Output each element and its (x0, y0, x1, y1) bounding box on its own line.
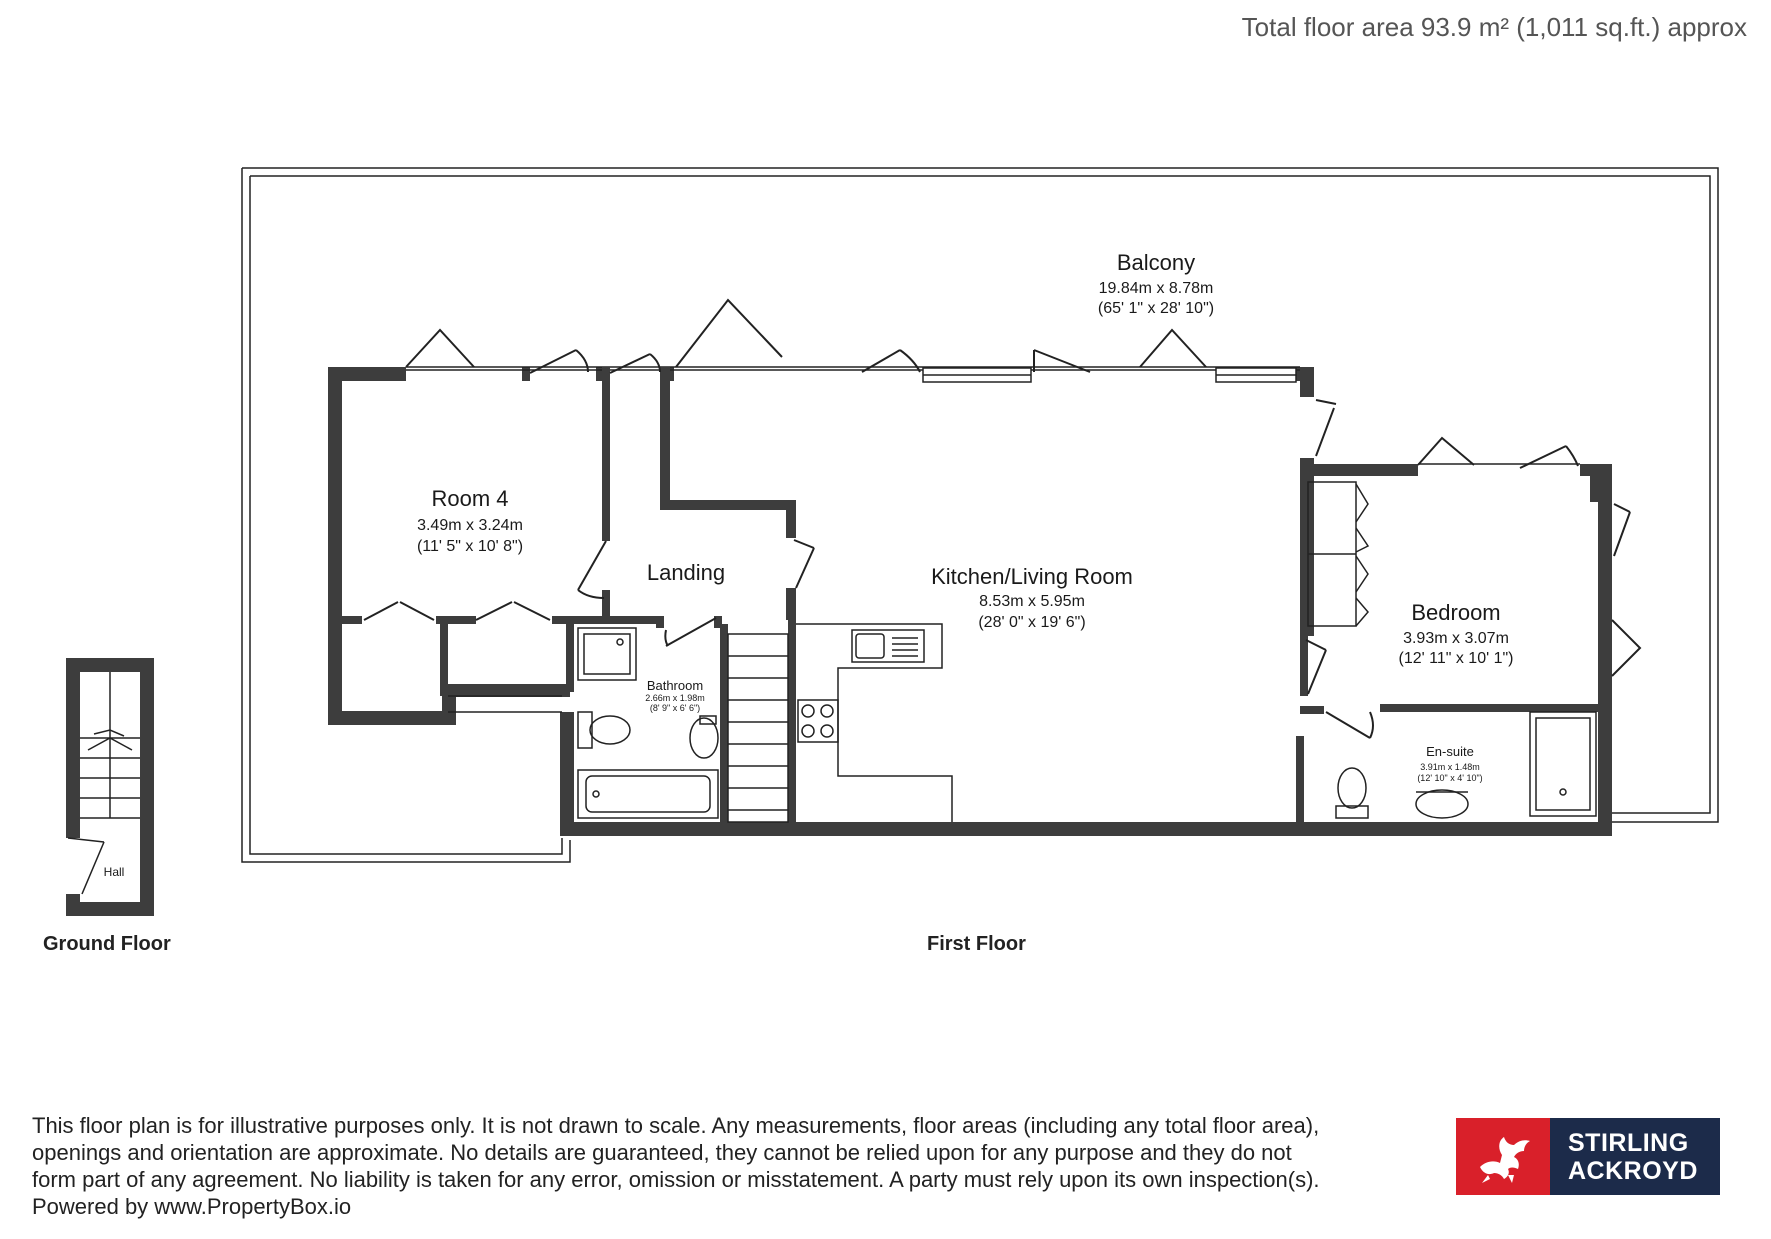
bedroom-name: Bedroom (1411, 600, 1501, 625)
hall-name: Hall (103, 865, 125, 879)
bathroom-imperial: (8' 9" x 6' 6") (649, 703, 701, 713)
total-floor-area: Total floor area 93.9 m² (1,011 sq.ft.) approx (1241, 12, 1747, 42)
powered-by: Powered by www.PropertyBox.io (32, 1194, 352, 1219)
kitchen-metric: 8.53m x 5.95m (979, 593, 1085, 610)
kitchen-name: Kitchen/Living Room (931, 564, 1133, 589)
bedroom-metric: 3.93m x 3.07m (1403, 630, 1509, 647)
room4-imperial: (11' 5" x 10' 8") (416, 538, 524, 555)
ground-floor-label: Ground Floor (43, 933, 171, 955)
griffin-icon (1456, 1118, 1550, 1195)
bathroom-name: Bathroom (646, 678, 704, 693)
stairs-first-floor (728, 634, 788, 822)
room4-metric: 3.49m x 3.24m (417, 517, 523, 534)
logo-line2: ACKROYD (1568, 1156, 1698, 1185)
room4-name: Room 4 (431, 486, 509, 511)
door-swings (364, 300, 1640, 738)
bedroom-imperial: (12' 11" x 10' 1") (1398, 650, 1514, 667)
first-floor-label: First Floor (927, 933, 1026, 955)
bathroom-metric: 2.66m x 1.98m (645, 693, 705, 703)
stirling-ackroyd-logo (1456, 1118, 1720, 1195)
landing-name: Landing (646, 560, 726, 585)
disclaimer-line: form part of any agreement. No liability is taken for any error, omission or misstatement. A party must rely upon its own inspection(s). (32, 1167, 1320, 1192)
balcony-name: Balcony (1116, 250, 1196, 275)
room4-cupboards (448, 696, 562, 712)
balcony-metric: 19.84m x 8.78m (1098, 280, 1214, 297)
kitchen-units (796, 624, 952, 822)
logo-wordmark (1550, 1118, 1720, 1195)
disclaimer (32, 1112, 1452, 1220)
ensuite-imperial: (12' 10" x 4' 10") (1417, 773, 1483, 783)
balcony-imperial: (65' 1" x 28' 10") (1097, 300, 1215, 317)
bathroom-fittings (578, 628, 718, 818)
ensuite-name: En-suite (1426, 744, 1474, 759)
disclaimer-line: This floor plan is for illustrative purposes only. It is not drawn to scale. Any measurements, floor areas (including any total floor area), (32, 1113, 1320, 1138)
interior-walls (342, 367, 1612, 822)
kitchen-imperial: (28' 0" x 19' 6") (978, 614, 1086, 631)
ensuite-metric: 3.91m x 1.48m (1420, 762, 1480, 772)
bedroom-wardrobes (1308, 482, 1368, 626)
disclaimer-line: openings and orientation are approximate. No details are guaranteed, they cannot be relied upon for any purpose and they do not (32, 1140, 1292, 1165)
logo-line1: STIRLING (1568, 1128, 1689, 1157)
balcony-outline (242, 168, 1718, 862)
